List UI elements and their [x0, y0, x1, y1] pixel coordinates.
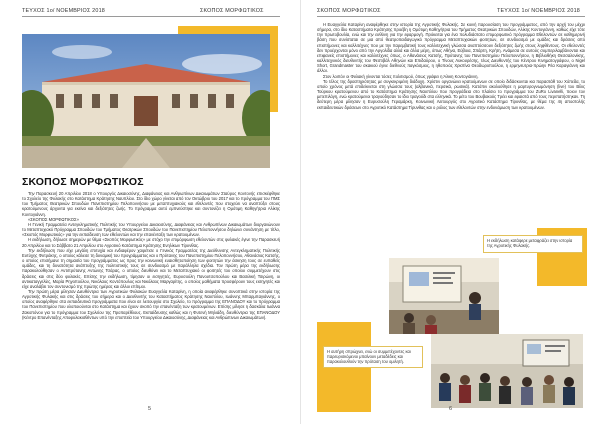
paragraph: Στον λοιπόν οι Φυλακή γίνονται τόσες πολιτισμού, όπως γράφει η Άλικη Κοντογιάννη. [323, 73, 479, 79]
presentation-photo [389, 258, 499, 334]
paragraph: Η Ευαγγελία Καταρίνη αναφέρθηκε στην ιστορία της Αγροτικής Φυλακής. Σε κοινή παρουσίαση του προγράμματος, από την αρχή του μέχρι σήμερα, στο ίδιο Καταστήματα Κράτησης προέβη η Ομότιμη Καθηγήτρια του Τμήματος Θεατρικών Σπουδών, Αλίκης Κοντογιάννη, καθώς είχε τότε την πρωτοβουλία, ενώ και την ευθύνη για την εφαρμογή. Πρόκειται για ένα πολυδιάστατο επιμορφωτικό πρόγραμμα Εθελοντών σε καθημερινή βάση που συνίσταται σε μια από θεατροπαιδαγωγικό πρόγραμμα Μεταπτυχιακών φοιτητών, σε συνδυασμό με ομάδες και δράσεις από επιστήμονες και καλλιτέχνες που με την παρεμβατική τους καλλιτεχνική γλώσσα αναπτύσσουν δεξιότητες ζωής στους ληφθέντους. Οι εθελοντές δεν προέρχονται μόνο από την Αργολίδα αλλά και άλλα μέρη, όπως Αθήνα, Εύβοια, Σπάρτη, Κρήτη. Ανάμεσα σε αυτούς συμπεριλαμβάνονται και επιφανείς επιστήμονες και καλλιτέχνες όπως, ο Αθανάσιος Κατσής, Πρύτανης του Πανεπιστημίου Πελοποννήσου, η Βιβλιοθήκη Θεσσαλονίκης, καλλιτεχνικός διευθυντής του Φεστιβάλ Αθηνών και Επιδαύρου, ο Τίνους Λυκουρέσης, τέως Διευθυντής του Κέντρου Κινηματογράφου, ο Nigel Short, Grandmaster του σκακιού έγινε διεθνούς παγκόσμιος, η ηθοποιός Χριστίνα Θεοδωροπούλου, η ερμηνευτρια-πρώην Ρέα Καραγιάννη και άλλοι. [317, 22, 585, 74]
paragraph: Την πρώτη μέρα μίλησαν Διευθύντρια των Αγροτικών Φυλακών Ευαγγελία Καταρίνη, η οποία αναφέρθηκε συνοπτικά στην ιστορία της Αγροτικής Φυλακής και στις δράσεις του σήμερα και ο Διευθυντής του Καταστήματος Κράτησης Ναυπλίου, Ιωάννης Μπαρμπαγιάννης, ο οποίος αναφέρθηκε στα εκπαιδευτικά προγράμματα που είναι σε λειτουργία στο Σχολείο, το πρόγραμμα της ΕΠΑΝΟΔΟΥ και το πρόγραμμα του Πανεπιστημίου που υλοποιούνται στο Κατάστημα και έχουν σκοπό την επανένταξη των κρατουμένων. Επίσης μίλησε η δασκάλα Ιωάννα Ζακοπόνου για το πρόγραμμα του Σχολείου της Προπαρέθλους. Εκπαίδευσης καθώς και η Φυτενή Μηλιάδη, διευθύντρια της ΕΠΑΝΟΔΟΥ (Κέντρο Επανένταξης Αποφυλακισθέντων υπό την εποπτεία του Υπουργείου Δικαιοσύνης, Διαφάνειας και Ανθρώπινων Δικαιωμάτων). [22, 288, 280, 320]
article-body [317, 22, 585, 216]
paragraph: «ΣΚΟΠΟΣ ΜΟΡΦΩΤΙΚΟΣ» [28, 216, 79, 222]
page-number: 5 [148, 406, 152, 412]
paragraph: Την εκδήλωση που είχε μεγάλη επιτυχία και ενδιαφέρον χαιρέτισε ο Γενικός Γραμματέας της Διεύθυνσης Αντεγκληματικής Πολιτικής Ευτύχης Φυτράκης, ο οποίος κάλεσε τη δυναμική του προγράμματος και ο Πρύτανης του Πανεπιστημίου Πελοποννήσου, Αθανάσιος Κατσής, ο οποίος επισήμανε τη σημασία του προγράμματος ως προς την κοινωνική ευαισθητοποίηση των φοιτητών την άσκηση τους σε ευπαθείς ομάδες, και τη δυνατότητα ανάπτυξης της πολιτιστικής τους σε συνδυασμό με παράλληλα σχέδια. Τον πρώτη μέρα της εκδήλωσης παρακολούθησαν ο Αντιπρύτανης Αντώνης Τσάρας, ο οποίος διευθύνει και το Μεταπτυχιακό οι φοιτητές του οποίου συμμετέχουν στις δράσεις και στις δύο φυλακές. Επίσης την εκδήλωση, τίμησαν οι εισηγητές, Ευρυσούλη Πανουτσοπούλου και Βασιλική Τσιρώνη, οι αντικαταγγελίες, Μαρία Ρηγοπούλου, Νικόλαος Κοντόπουλος και Νικόλαος Μαργαρίτης, ο οποίος μαθήματα προσφέρουν τους εισηγητές και είχε αναλάβει τον συντονισμό της πρώτης ημέρας και άλλοι επίτιμοι. [22, 247, 280, 289]
issue-header: ΤΕΥΧΟΣ 1ο/ ΝΟΕΜΒΡΙΟΣ 2018 [497, 8, 580, 14]
paragraph: Την Παρασκευή 20 Απριλίου 2018 ο Υπουργός Δικαιοσύνης, Διαφάνειας και Ανθρωπίνων Δικαιωμάτων Σταύρος Κοντονής επισκέφθηκε το Σχολείο της Φυλακής στο Κατάστημα Κράτησης Ναυπλίου. Στο ίδιο χώρο γίνεται από τον Οκτώβριο του 2017 και το πρόγραμμα του ΠΜΣ του Τμήματος Θεατρικών Σπουδών Πανεπιστημίου Πελοποννήσου με μεταπτυχιακούς και εθελοντές που στοχεύει να αναπτύξει στους κρατούμενους άρχοντα για εκείνα και δεξιότητες ζωής. Το πρόγραμμα αυτό εμπνεύστηκε και συντονίζει η Ομότιμη Καθηγήτρια Αλίκης Κοντογιάννη. [22, 191, 280, 217]
header-rule [317, 16, 585, 17]
paragraph: Η εκδήλωση, δήλωσε σημερών με θέμα «Σκοπός Μορφωτικός» με στόχο την επιμόρφωση εθελοντών στις φυλακές έγινε την Παρασκευή 20 Απριλίου και το Σάββατο 21 Απριλίου στο Αγροτικό Κατάστημα Κράτησης Ενηλίκων Τίρυνθας. [22, 237, 280, 248]
building-photo [22, 34, 270, 168]
section-header: ΣΚΟΠΟΣ ΜΟΡΦΩΤΙΚΟΣ [317, 8, 381, 14]
audience-photo [431, 334, 583, 408]
header-rule [22, 16, 280, 17]
paragraph: Η Γενική Γραμματεία Αντεγκληματικής Πολιτικής του Υπουργείου Δικαιοσύνης, Διαφάνειας και Ανθρωπίνων Δικαιωμάτων διοργανώνουν το Μεταπτυχιακό Πρόγραμμα Σπουδών του Τμήματος Θεατρικών Σπουδών του Πανεπιστημίου Πελοποννήσου δηλώνει συνάντηση με τίτλο, «Σκοπός Μορφωτικός» για την εκπαίδευση των εθελοντών και την επανένταξη των κρατουμένων. [22, 221, 280, 238]
issue-header: ΤΕΥΧΟΣ 1ο/ ΝΟΕΜΒΡΙΟΣ 2018 [22, 8, 105, 14]
paragraph: Το τέλος της δραστηριότητας με συγκεκριμένη διάδοχη. Χρίστιν οργανώνει κρατούμενων σε οποίο διδάσκονται κια παραστάθ του Χόπεδα, το οποίο χρόνος μετά επιδείκνεται στη γλώσσα τους (αλβανικά, περσικά, ρωσικά). Κατόπιν ακολούθησε η μαρτυρογνωμόνηση (live) του Βίλις Τούρκου κρατούμενου από το Κατάστημα Κράτησης Ναυπλίου που προγράδεια στο πλαίσιο το προγράμμα του ZuRo Livanelli, ποιον τον μετεπιλόγη, ενώ κρατούμενοι τραγούδησαν το ίδιο τραγούδι στα ελληνικά. Το μέτο του Βουβακούς Τρέει και εφαιστά από τους περιπατήστηκαν. Τη δεύτερη μέρα μίλησαν η Ευρυσούλη Γεραμάρκη, Κοινωνική Λειτουργός στο Αγροτικό Κατάστημα Τίρυνθας, με θέμα της 4η αποστολής εκπαιδευτικών δράσεων στο Αγροτικό Κατάστημα Τίρυνθας και ο ρόλος των εθελοντών στην ενδυνάμωση των κρατουμένων. [317, 78, 585, 110]
right-page [300, 0, 600, 424]
page-number: 6 [449, 406, 453, 412]
article-body [22, 191, 280, 407]
photo-caption: Η αυτήρη σπρώχνει, ενώ οι συμμετέχοντες και παρευρισκόμενοι μπαίνουν μεταδέδεις και παρακολουθούν την πρόταση του ομιλητή. [323, 346, 423, 368]
article-title: ΣΚΟΠΟΣ ΜΟΡΦΩΤΙΚΟΣ [22, 176, 144, 188]
section-header: ΣΚΟΠΟΣ ΜΟΡΦΩΤΙΚΟΣ [200, 8, 264, 14]
photo-caption: Η εκδήλωση κατάφερε μεταφράζει στην ιστορία της Αγροτικής Φυλακής. [483, 235, 583, 253]
